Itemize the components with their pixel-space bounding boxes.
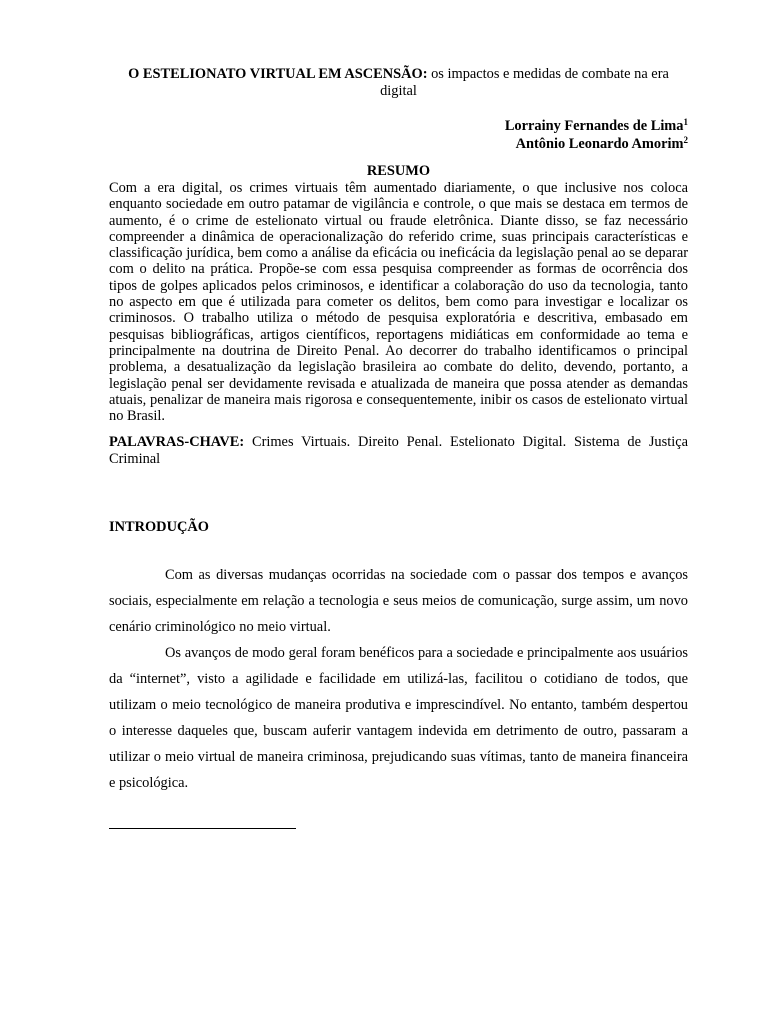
author-2-name: Antônio Leonardo Amorim [515,136,684,152]
author-2 [109,135,688,153]
abstract-text: Com a era digital, os crimes virtuais têm aumentado diariamente, o que inclusive nos coloca enquanto sociedade em outro patamar de vigilância e controle, o que mais se destaca em termos de aumento, é o crime de estelionato virtual ou fraude eletrônica. Diante disso, se faz necessário compreender a dinâmica de operacionalização do referido crime, suas principais características e classificação jurídica, bem como a análise da eficácia ou ineficácia da legislação penal ao se deparar com o delito na prática. Propõe-se com essa pesquisa compreender as formas de ocorrência dos tipos de golpes aplicados pelos criminosos, e identificar a colaboração do uso da tecnologia, tanto no aspecto em que é utilizada para cometer os delitos, bem como para investigar e localizar os criminosos. O trabalho utiliza o método de pesquisa exploratória e descritiva, embasado em pesquisas bibliográficas, artigos científicos, reportagens midiáticas em conformidade ao tema e principalmente na doutrina de Direito Penal. Ao decorrer do trabalho identificamos o principal problema, a desatualização da legislação brasileira ao combate do delito, devendo, portanto, a legislação penal ser devidamente revisada e atualizada de maneira que possa atender as demandas atuais, penalizar de maneira mais rigorosa e consequentemente, inibir os casos de estelionato virtual no Brasil. [109,180,688,425]
author-list [109,117,688,153]
keywords-label: PALAVRAS-CHAVE: [109,434,245,451]
introduction-paragraph-1: Com as diversas mudanças ocorridas na sociedade com o passar dos tempos e avanços sociais, especialmente em relação a tecnologia e seus meios de comunicação, surge assim, um novo cenário criminológico no meio virtual. [109,567,688,636]
paper-title [109,66,688,100]
paper-title-main: O ESTELIONATO VIRTUAL EM ASCENSÃO: [128,66,428,82]
paper-title-subtitle: os impactos e medidas de combate na era digital [380,66,669,99]
introduction-heading: INTRODUÇÃO [109,519,209,536]
keywords-text: Crimes Virtuais. Direito Penal. Estelionato Digital. Sistema de Justiça Criminal [109,434,688,467]
keywords [109,434,688,467]
author-1-footnote-marker[interactable]: 1 [683,117,688,127]
introduction-paragraph-2: Os avanços de modo geral foram benéficos para a sociedade e principalmente aos usuários da “internet”, visto a agilidade e facilidade em utilizá-las, facilitou o cotidiano de todos, que utilizam o meio tecnológico de maneira produtiva e imprescindível. No entanto, também despertou o interesse daqueles que, buscam auferir vantagem indevida em detrimento de outro, passaram a utilizar o meio virtual de maneira criminosa, prejudicando suas vítimas, tanto de maneira financeira e psicológica. [109,645,688,792]
paper-page [109,66,688,796]
footnote-separator [109,828,296,829]
author-2-footnote-marker[interactable]: 2 [683,135,688,145]
abstract-heading: RESUMO [366,163,431,179]
author-1-name: Lorrainy Fernandes de Lima [504,118,684,134]
author-1 [109,117,688,135]
